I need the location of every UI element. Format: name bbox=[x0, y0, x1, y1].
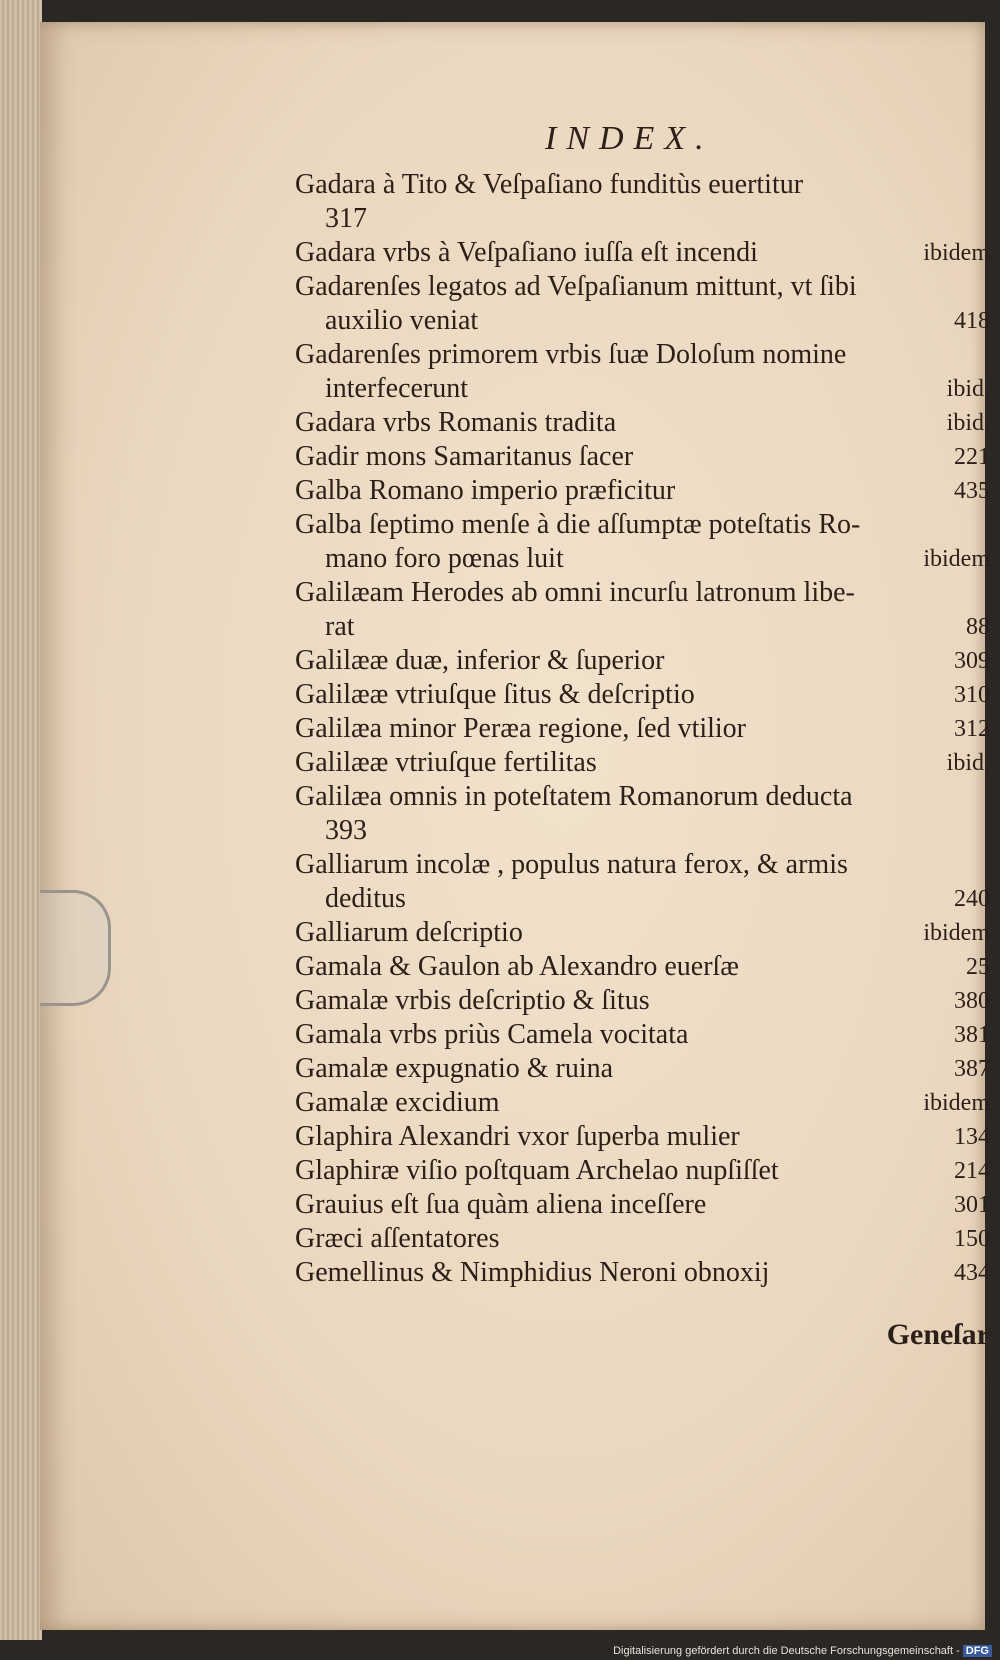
entry-text: Gamala & Gaulon ab Alexandro euerſæ bbox=[295, 951, 739, 982]
index-entry bbox=[295, 1052, 990, 1086]
entry-continuation: interfecerunt bbox=[325, 373, 469, 404]
entry-text: Galliarum deſcriptio bbox=[295, 917, 523, 948]
entry-text: Græci aſſentatores bbox=[295, 1223, 500, 1254]
entry-page-ref: 418 bbox=[954, 308, 990, 334]
entry-page-ref: ibidem bbox=[923, 1090, 990, 1116]
entry-continuation: 393 bbox=[325, 815, 367, 846]
dfg-logo: DFG bbox=[963, 1645, 992, 1657]
index-entry bbox=[295, 780, 990, 848]
entry-text: Gadarenſes primorem vrbis ſuæ Doloſum nomine bbox=[295, 339, 847, 370]
entry-continuation: mano foro pœnas luit bbox=[325, 543, 564, 574]
entry-page-ref: 88 bbox=[966, 614, 990, 640]
entry-text: Galba ſeptimo menſe à die aſſumptæ poteſtatis Ro- bbox=[295, 509, 861, 540]
index-entry bbox=[295, 508, 990, 576]
book-edge bbox=[0, 0, 42, 1640]
entry-page-ref: 381 bbox=[954, 1022, 990, 1048]
entry-text: Galilææ vtriuſque ſitus & deſcriptio bbox=[295, 679, 695, 710]
entry-text: Gadara à Tito & Veſpaſiano funditùs euertitur bbox=[295, 169, 804, 200]
catchword: Geneſar bbox=[886, 1318, 990, 1351]
entry-continuation: deditus bbox=[325, 883, 406, 914]
entry-page-ref: 134 bbox=[954, 1124, 990, 1150]
entry-page-ref: 310 bbox=[954, 682, 990, 708]
index-entry bbox=[295, 950, 990, 984]
entry-page-ref: 221 bbox=[954, 444, 990, 470]
index-entry bbox=[295, 236, 990, 270]
entry-text: Galilææ vtriuſque fertilitas bbox=[295, 747, 597, 778]
entry-text: Gadara vrbs Romanis tradita bbox=[295, 407, 617, 438]
entry-text: Galilææ duæ, inferior & ſuperior bbox=[295, 645, 665, 676]
index-entry bbox=[295, 916, 990, 950]
page-header: INDEX. bbox=[545, 120, 714, 157]
index-entry bbox=[295, 270, 990, 338]
entry-text: Galilæa minor Peræa regione, ſed vtilior bbox=[295, 713, 747, 744]
entry-page-ref: 434 bbox=[954, 1260, 990, 1286]
page-clip bbox=[40, 890, 111, 1006]
entry-text: Gadir mons Samaritanus ſacer bbox=[295, 441, 634, 472]
index-entry bbox=[295, 440, 990, 474]
index-entry bbox=[295, 576, 990, 644]
entry-text: Gamala vrbs priùs Camela vocitata bbox=[295, 1019, 689, 1050]
entry-text: Grauius eſt ſua quàm aliena inceſſere bbox=[295, 1189, 707, 1220]
entry-text: Galilæam Herodes ab omni incurſu latronum libe- bbox=[295, 577, 855, 608]
entry-page-ref: 214 bbox=[954, 1158, 990, 1184]
footer-text: Digitalisierung gefördert durch die Deutsche Forschungsgemeinschaft - bbox=[613, 1645, 960, 1657]
index-entry bbox=[295, 406, 990, 440]
entry-page-ref: ibid. bbox=[946, 410, 990, 436]
entry-page-ref: 25 bbox=[966, 954, 990, 980]
entry-page-ref: ibid. bbox=[946, 376, 990, 402]
entry-text: Gadarenſes legatos ad Veſpaſianum mittunt, vt ſibi bbox=[295, 271, 857, 302]
index-entry bbox=[295, 338, 990, 406]
entry-page-ref: 309 bbox=[954, 648, 990, 674]
index-entry bbox=[295, 1188, 990, 1222]
index-entry bbox=[295, 474, 990, 508]
entry-text: Galba Romano imperio præficitur bbox=[295, 475, 676, 506]
entry-text: Galliarum incolæ , populus natura ferox, & armis bbox=[295, 849, 848, 880]
index-entry bbox=[295, 644, 990, 678]
index-entry bbox=[295, 1120, 990, 1154]
entry-text: Gamalæ vrbis deſcriptio & ſitus bbox=[295, 985, 650, 1016]
entry-page-ref: ibidem bbox=[923, 546, 990, 572]
index-entry bbox=[295, 1086, 990, 1120]
entry-continuation: auxilio veniat bbox=[325, 305, 479, 336]
index-entries bbox=[295, 168, 990, 1290]
entry-page-ref: 380 bbox=[954, 988, 990, 1014]
digitization-footer bbox=[613, 1645, 992, 1657]
entry-page-ref: ibidem bbox=[923, 240, 990, 266]
entry-page-ref: 312 bbox=[954, 716, 990, 742]
entry-text: Gamalæ excidium bbox=[295, 1087, 500, 1118]
index-entry bbox=[295, 678, 990, 712]
entry-text: Gemellinus & Nimphidius Neroni obnoxij bbox=[295, 1257, 770, 1288]
entry-page-ref: ibidem bbox=[923, 920, 990, 946]
entry-page-ref: 435 bbox=[954, 478, 990, 504]
index-entry bbox=[295, 712, 990, 746]
index-entry bbox=[295, 1018, 990, 1052]
entry-continuation: rat bbox=[325, 611, 355, 642]
entry-text: Galilæa omnis in poteſtatem Romanorum deducta bbox=[295, 781, 853, 812]
entry-page-ref: ibid. bbox=[946, 750, 990, 776]
index-entry bbox=[295, 168, 990, 236]
entry-text: Gadara vrbs à Veſpaſiano iuſſa eſt incendi bbox=[295, 237, 758, 268]
entry-page-ref: 301 bbox=[954, 1192, 990, 1218]
index-entry bbox=[295, 746, 990, 780]
index-entry bbox=[295, 1154, 990, 1188]
index-entry bbox=[295, 984, 990, 1018]
entry-page-ref: 240 bbox=[954, 886, 990, 912]
entry-text: Gamalæ expugnatio & ruina bbox=[295, 1053, 614, 1084]
entry-text: Glaphira Alexandri vxor ſuperba mulier bbox=[295, 1121, 740, 1152]
index-entry bbox=[295, 848, 990, 916]
index-entry bbox=[295, 1256, 990, 1290]
index-entry bbox=[295, 1222, 990, 1256]
entry-continuation: 317 bbox=[325, 203, 367, 234]
entry-text: Glaphiræ viſio poſtquam Archelao nupſiſſet bbox=[295, 1155, 779, 1186]
entry-page-ref: 387 bbox=[954, 1056, 990, 1082]
entry-page-ref: 150 bbox=[954, 1226, 990, 1252]
